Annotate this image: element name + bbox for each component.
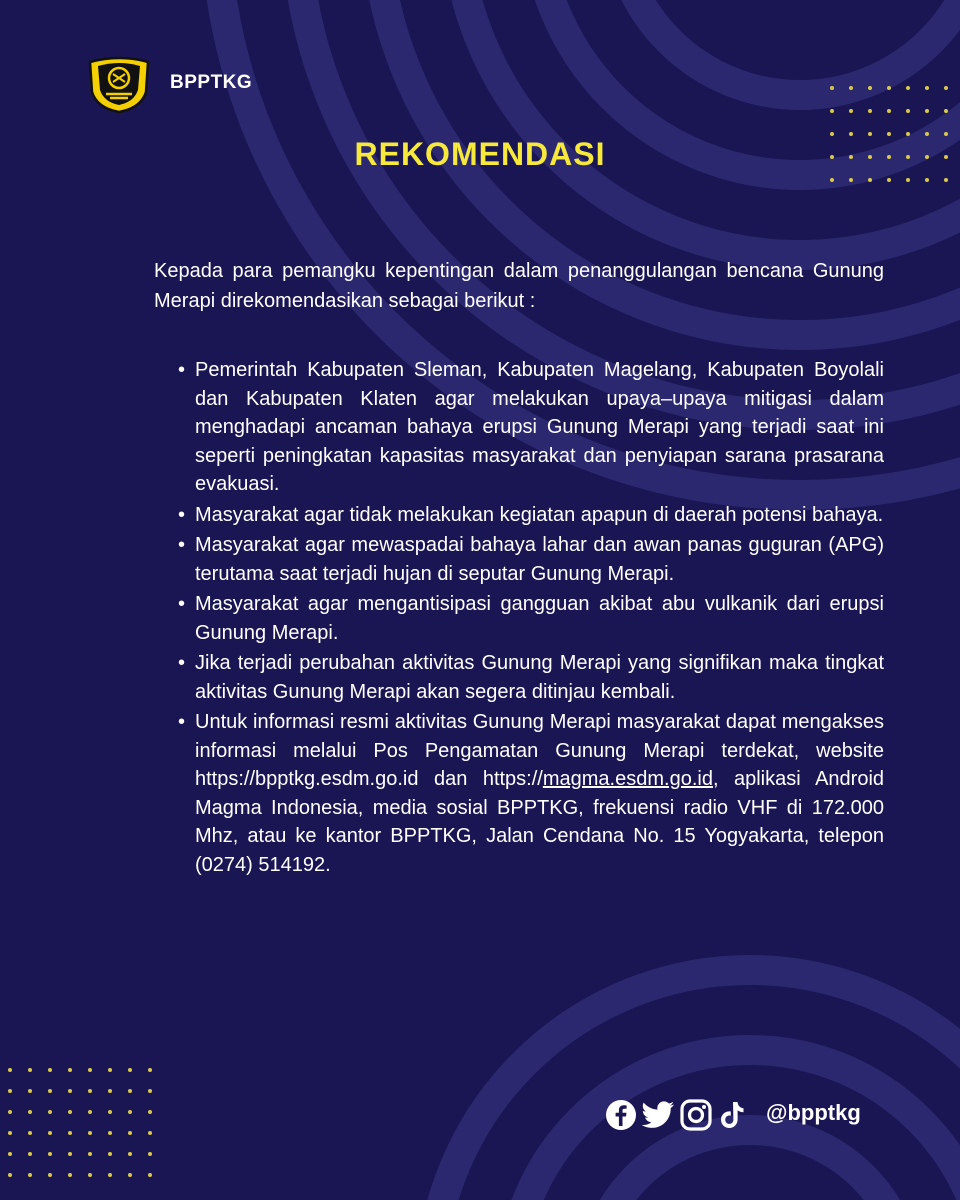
decor-dot <box>68 1173 72 1177</box>
list-item <box>154 590 884 647</box>
decor-dot <box>887 86 891 90</box>
list-item <box>154 501 884 530</box>
brand-name: BPPTKG <box>170 72 253 93</box>
bottom-arcs <box>430 970 960 1200</box>
decor-dot <box>88 1089 92 1093</box>
decor-dot <box>148 1089 152 1093</box>
bullet: • <box>178 652 186 674</box>
decor-dot <box>925 86 929 90</box>
decor-dot <box>830 178 834 182</box>
decor-dot <box>108 1089 112 1093</box>
decor-dot <box>68 1152 72 1156</box>
magma-link[interactable]: magma.esdm.go.id <box>542 768 713 790</box>
recommendation-text: Pemerintah Kabupaten Sleman, Kabupaten Magelang, Kabupaten Boyolali dan Kabupaten Klaten agar melakukan upaya–upaya mitigasi dalam menghadapi ancaman bahaya erupsi Gunung Merapi yang terjadi saat ini seperti peningkatan kapasitas masyarakat dan penyiapan sarana prasarana evakuasi. <box>195 359 884 495</box>
decor-dot <box>28 1131 32 1135</box>
decor-dot <box>944 178 948 182</box>
twitter-icon[interactable] <box>641 1100 675 1130</box>
decor-dot <box>68 1068 72 1072</box>
facebook-icon[interactable] <box>605 1099 637 1131</box>
decor-dot <box>148 1068 152 1072</box>
decor-dot <box>28 1068 32 1072</box>
decor-dot <box>148 1152 152 1156</box>
intro-paragraph: Kepada para pemangku kepentingan dalam penanggulangan bencana Gunung Merapi direkomendasikan sebagai berikut : <box>154 260 884 312</box>
recommendation-list <box>154 356 884 881</box>
decor-dot <box>849 178 853 182</box>
decor-dot <box>28 1089 32 1093</box>
decor-dot <box>48 1152 52 1156</box>
decor-dot <box>8 1173 12 1177</box>
decor-dot <box>48 1173 52 1177</box>
decor-dot <box>108 1110 112 1114</box>
decor-dot <box>28 1152 32 1156</box>
recommendation-text: Masyarakat agar tidak melakukan kegiatan apapun di daerah potensi bahaya. <box>195 503 884 526</box>
decor-dot <box>887 109 891 113</box>
decor-dot <box>128 1152 132 1156</box>
decor-dot <box>8 1089 12 1093</box>
social-handle[interactable]: @bpptkg <box>766 1100 861 1125</box>
esdm-logo <box>86 52 152 114</box>
list-item <box>154 708 884 879</box>
recommendation-text-after: , aplikasi Android Magma Indonesia, media sosial BPPTKG, frekuensi radio VHF di 172.000 Mhz, atau ke kantor BPPTKG, Jalan Cendana No. 15 Yogyakarta, telepon (0274) 514192. <box>195 768 885 876</box>
decor-dot <box>8 1131 12 1135</box>
decor-dot <box>28 1110 32 1114</box>
decor-dot <box>48 1110 52 1114</box>
recommendation-text: Jika terjadi perubahan aktivitas Gunung Merapi yang signifikan maka tingkat aktivitas Gunung Merapi akan segera ditinjau kembali. <box>195 652 884 703</box>
tiktok-icon[interactable] <box>717 1099 747 1131</box>
decor-dot <box>88 1173 92 1177</box>
decor-dot <box>68 1131 72 1135</box>
list-item <box>154 356 884 499</box>
decor-dot <box>48 1068 52 1072</box>
social-icons <box>605 1098 747 1132</box>
list-item <box>154 649 884 706</box>
decor-dot <box>868 109 872 113</box>
decor-dot <box>925 109 929 113</box>
decor-dot <box>906 178 910 182</box>
bullet: • <box>178 711 186 733</box>
recommendation-text-before: Untuk informasi resmi aktivitas Gunung Merapi masyarakat dapat mengakses informasi melalui Pos Pengamatan Gunung Merapi terdekat, website https://bpptkg.esdm.go.id dan https:// <box>195 711 884 790</box>
list-item <box>154 531 884 588</box>
decor-dot <box>88 1152 92 1156</box>
decor-dot <box>128 1131 132 1135</box>
decor-dot <box>48 1089 52 1093</box>
decor-dot <box>128 1173 132 1177</box>
decor-dot <box>128 1068 132 1072</box>
page-title: REKOMENDASI <box>354 136 606 172</box>
decor-dot <box>108 1068 112 1072</box>
decor-dot <box>830 86 834 90</box>
decor-dot <box>868 86 872 90</box>
decor-dot <box>48 1131 52 1135</box>
decor-dot <box>849 109 853 113</box>
decor-dot <box>128 1110 132 1114</box>
decor-dot <box>68 1089 72 1093</box>
decor-dot <box>8 1152 12 1156</box>
decor-dot <box>887 178 891 182</box>
decor-dot <box>868 178 872 182</box>
decor-dot <box>944 109 948 113</box>
recommendation-text: Masyarakat agar mengantisipasi gangguan akibat abu vulkanik dari erupsi Gunung Merapi. <box>195 593 884 644</box>
decor-dot <box>88 1110 92 1114</box>
decor-dot <box>8 1068 12 1072</box>
dot-grid-bottom <box>8 1068 152 1177</box>
instagram-icon[interactable] <box>679 1098 713 1132</box>
decor-dot <box>88 1131 92 1135</box>
decor-dot <box>925 178 929 182</box>
decor-dot <box>906 109 910 113</box>
esdm-logo-emblem <box>86 52 152 114</box>
bullet: • <box>178 534 186 556</box>
decor-dot <box>108 1173 112 1177</box>
decor-dot <box>108 1152 112 1156</box>
decor-dot <box>849 86 853 90</box>
bullet: • <box>178 359 186 381</box>
bullet: • <box>178 593 186 615</box>
decor-dot <box>944 86 948 90</box>
decor-dot <box>108 1131 112 1135</box>
decor-dot <box>830 109 834 113</box>
recommendation-text: Masyarakat agar mewaspadai bahaya lahar dan awan panas guguran (APG) terutama saat terjadi hujan di seputar Gunung Merapi. <box>195 534 884 585</box>
decor-dot <box>148 1131 152 1135</box>
decor-dot <box>148 1173 152 1177</box>
decor-dot <box>8 1110 12 1114</box>
decor-dot <box>88 1068 92 1072</box>
decor-dot <box>68 1110 72 1114</box>
decor-dot <box>28 1173 32 1177</box>
decor-dot <box>906 86 910 90</box>
bullet: • <box>178 503 186 526</box>
decor-dot <box>128 1089 132 1093</box>
decor-dot <box>148 1110 152 1114</box>
